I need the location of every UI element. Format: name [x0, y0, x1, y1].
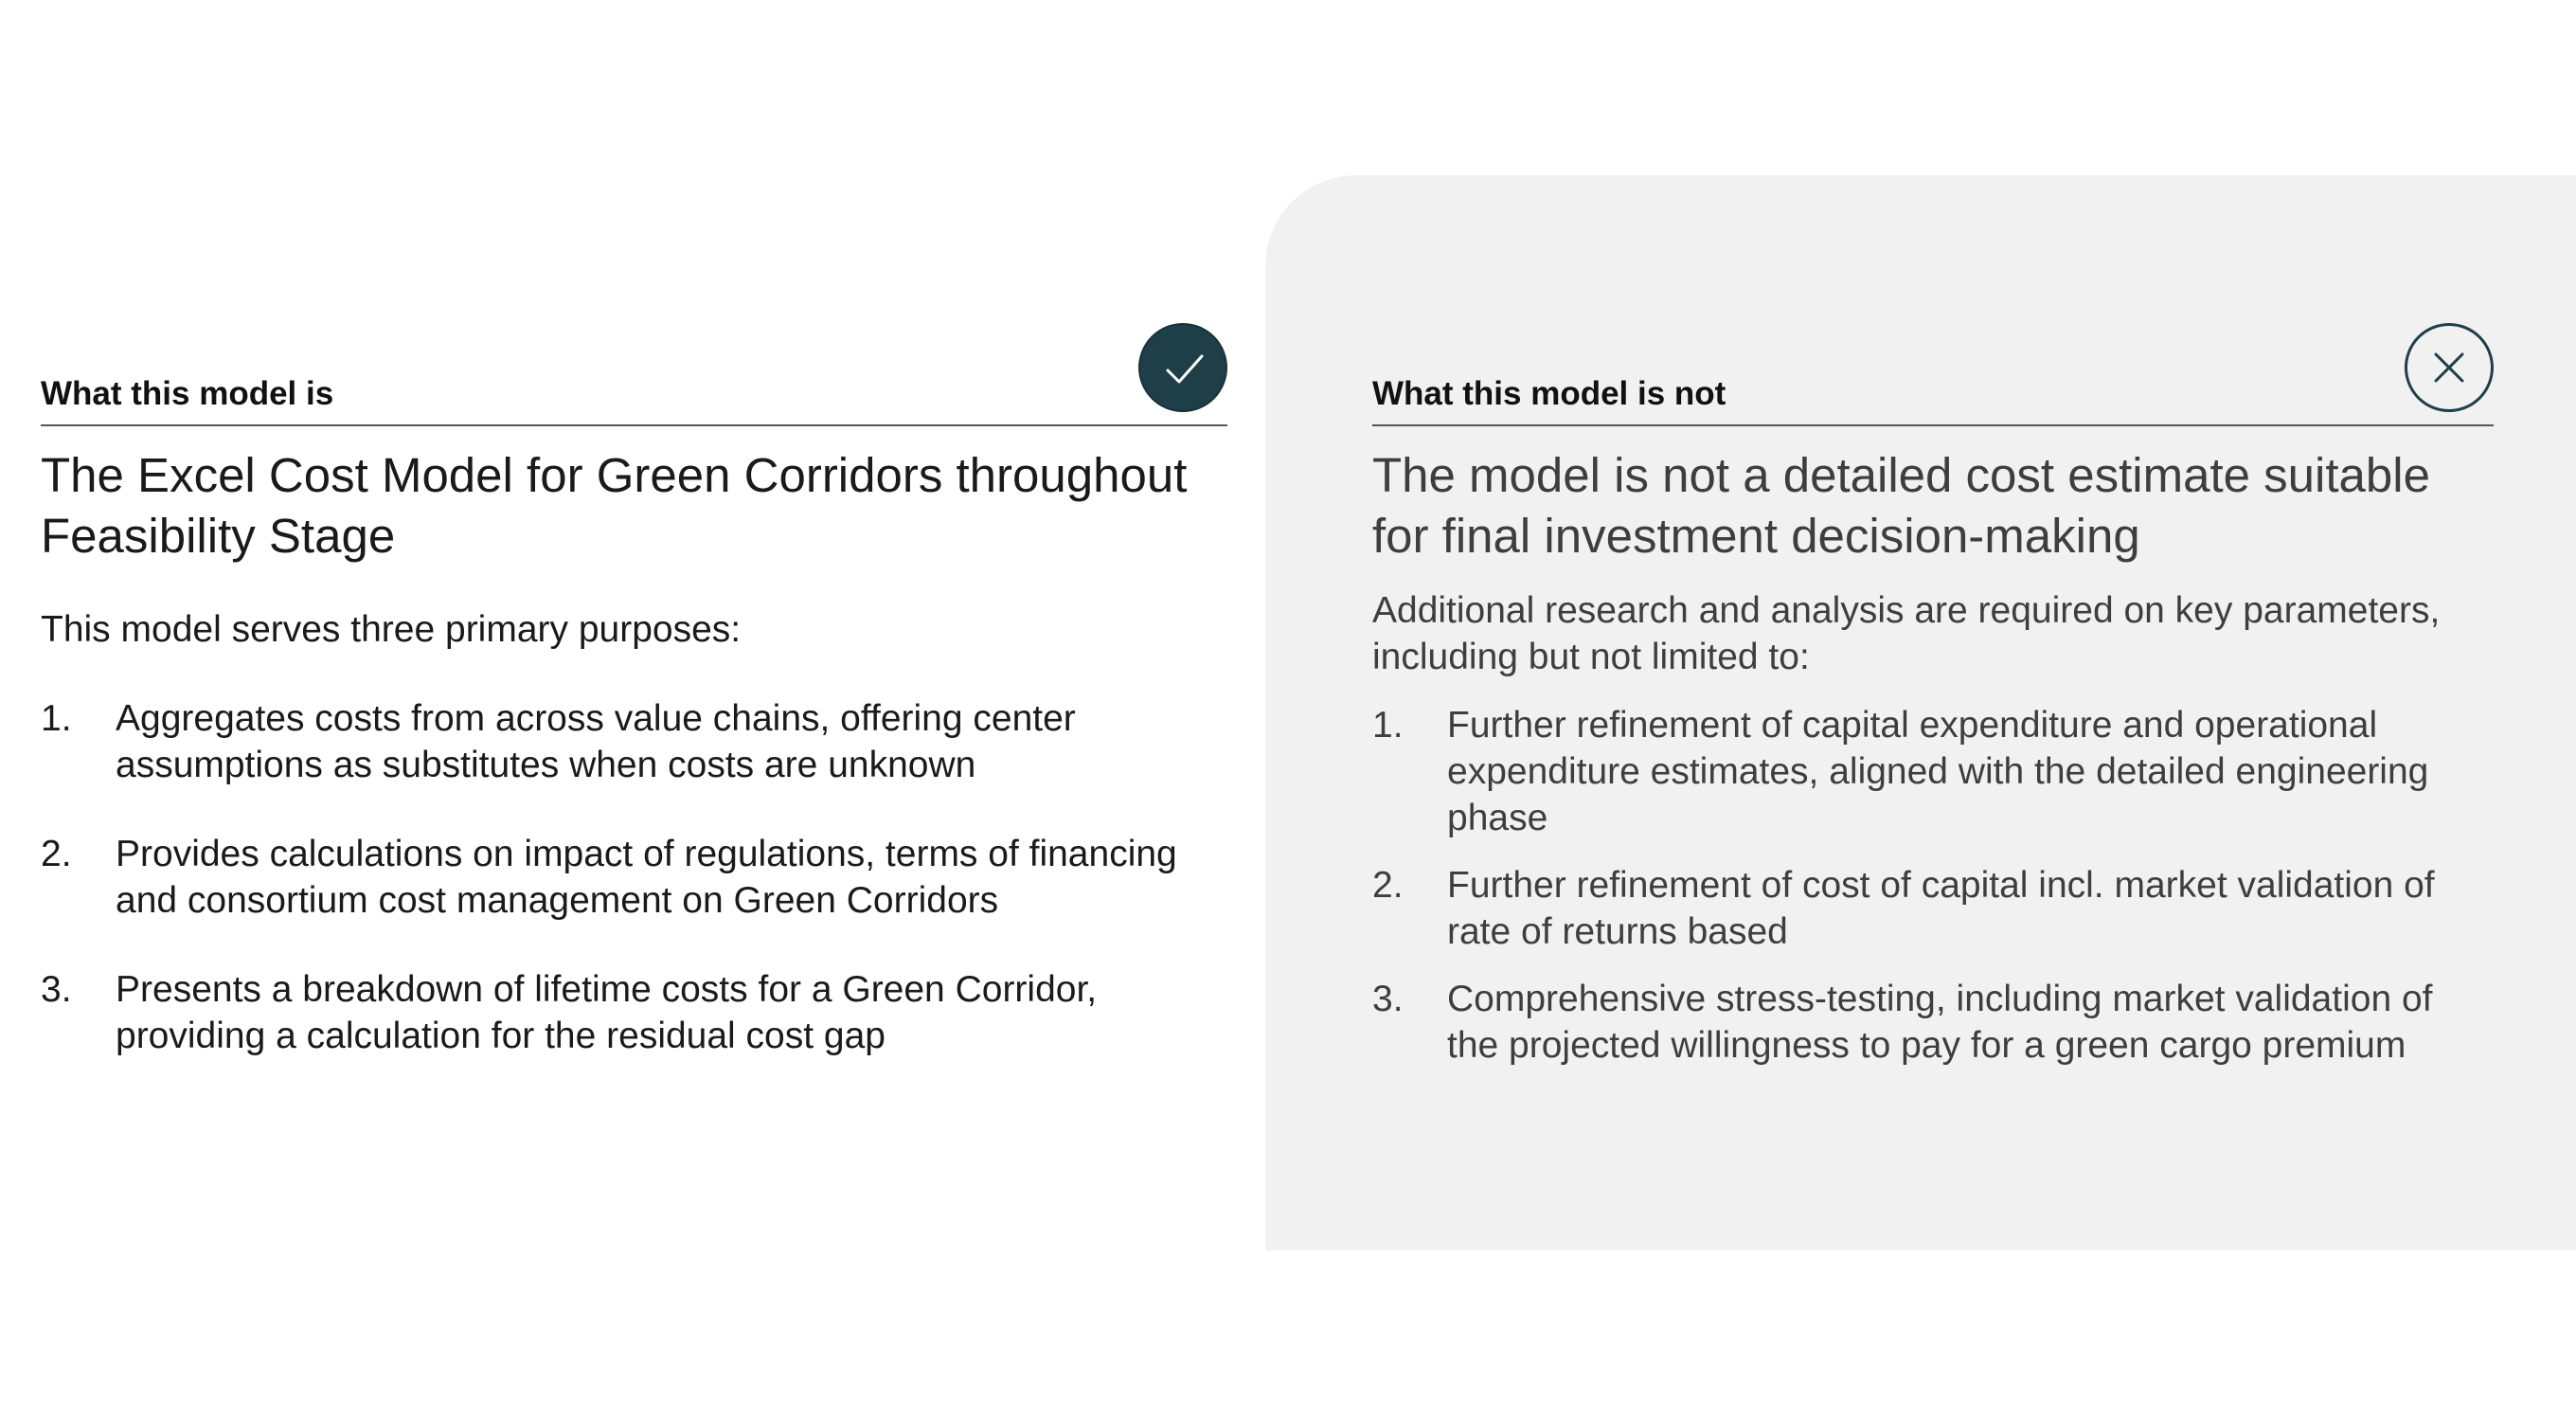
model-is-not-intro: Additional research and analysis are required on key parameters, including but not limited to: — [1372, 590, 2441, 677]
list-item — [41, 831, 1227, 924]
list-item-number: 1. — [1372, 705, 1404, 746]
list-item — [41, 695, 1227, 788]
list-item-number: 2. — [1372, 865, 1404, 906]
list-item-text: Comprehensive stress-testing, including market validation of the projected willingness to pay for a green cargo premium — [1447, 979, 2433, 1066]
model-is-title: The Excel Cost Model for Green Corridors throughout Feasibility Stage — [41, 448, 1188, 563]
model-is-column — [41, 322, 1227, 1102]
model-is-header: What this model is — [41, 375, 334, 412]
list-item — [41, 966, 1227, 1059]
close-icon — [2405, 323, 2494, 412]
list-item-text: Aggregates costs from across value chains, offering center assumptions as substitutes when costs are unknown — [116, 698, 1076, 785]
model-is-not-header: What this model is not — [1372, 375, 1726, 412]
list-item — [1372, 862, 2494, 955]
list-item-text: Provides calculations on impact of regulations, terms of financing and consortium cost management on Green Corridors — [116, 834, 1177, 921]
list-item — [1372, 702, 2494, 841]
model-is-not-list — [1372, 702, 2494, 1069]
model-is-not-column — [1372, 322, 2494, 1089]
list-item-text: Further refinement of capital expenditure and operational expenditure estimates, aligned with the detailed engineering phase — [1447, 705, 2429, 838]
list-item-text: Further refinement of cost of capital incl. market validation of rate of returns based — [1447, 865, 2435, 952]
model-is-list — [41, 695, 1227, 1059]
list-item — [1372, 976, 2494, 1069]
model-is-header-row — [41, 322, 1227, 426]
list-item-number: 3. — [1372, 979, 1404, 1019]
check-icon — [1138, 323, 1227, 412]
model-is-not-header-row — [1372, 322, 2494, 426]
model-is-not-title: The model is not a detailed cost estimate suitable for final investment decision-making — [1372, 448, 2430, 563]
list-item-number: 3. — [41, 969, 72, 1010]
list-item-text: Presents a breakdown of lifetime costs for a Green Corridor, providing a calculation for the residual cost gap — [116, 969, 1098, 1056]
list-item-number: 1. — [41, 698, 72, 739]
model-is-intro: This model serves three primary purposes: — [41, 609, 742, 650]
list-item-number: 2. — [41, 834, 72, 874]
